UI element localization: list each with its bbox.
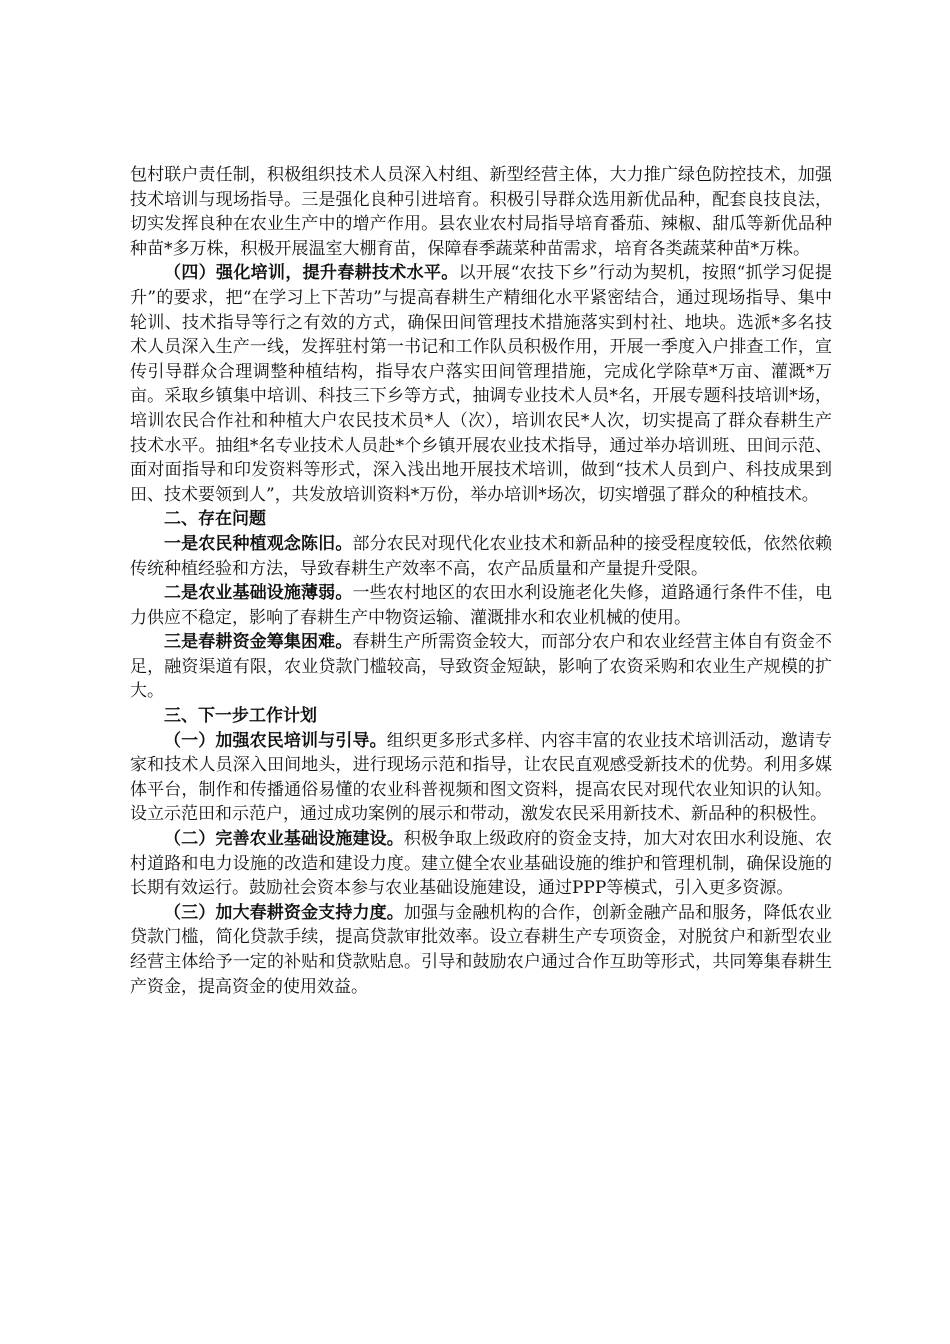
paragraph-plan-1 bbox=[130, 729, 832, 827]
paragraph-problem-3 bbox=[130, 630, 832, 704]
paragraph-lead: 二是农业基础设施薄弱。 bbox=[164, 583, 353, 604]
paragraph-text: 组织更多形式多样、内容丰富的农业技术培训活动，邀请专家和技术人员深入田间地头，进行现场示范和指导，让农民直观感受新技术的优势。利用多媒体平台，制作和传播通俗易懂的农业科普视频和图文资料，提高农民对现代农业知识的认知。设立示范田和示范户，通过成功案例的展示和带动，激发农民采用新技术、新品种的积极性。 bbox=[130, 730, 833, 825]
paragraph-lead: （三）加大春耕资金支持力度。 bbox=[164, 902, 404, 923]
paragraph-lead: 一是农民种植观念陈旧。 bbox=[164, 533, 353, 554]
paragraph-text: 以开展“农技下乡”行动为契机，按照“抓学习促提升”的要求，把“在学习上下苦功”与提高春耕生产精细化水平紧密结合，通过现场指导、集中轮训、技术指导等行之有效的方式，确保田间管理技术措施落实到村社、地块。选派*多名技术人员深入生产一线，发挥驻村第一书记和工作队员积极作用，开展一季度入户排查工作，宣传引导群众合理调整种植结构，指导农户落实田间管理措施，完成化学除草*万亩、灌溉*万亩。采取乡镇集中培训、科技三下乡等方式，抽调专业技术人员*名，开展专题科技培训*场，培训农民合作社和种植大户农民技术员*人（次），培训农民*人次，切实提高了群众春耕生产技术水平。抽组*名专业技术人员赴*个乡镇开展农业技术指导，通过举办培训班、田间示范、面对面指导和印发资料等形式，深入浅出地开展技术培训，做到“技术人员到户、科技成果到田、技术要领到人”，共发放培训资料*万份，举办培训*场次，切实增强了群众的种植技术。 bbox=[130, 263, 833, 505]
paragraph-problem-1 bbox=[130, 532, 832, 581]
paragraph-text: 包村联户责任制，积极组织技术人员深入村组、新型经营主体，大力推广绿色防控技术，加强技术培训与现场指导。三是强化良种引进培育。积极引导群众选用新优品种，配套良技良法，切实发挥良种在农业生产中的增产作用。县农业农村局指导培育番茄、辣椒、甜瓜等新优品种种苗*多万株，积极开展温室大棚育苗，保障春季蔬菜种苗需求，培育各类蔬菜种苗*万株。 bbox=[130, 165, 832, 259]
section-heading-plan: 三、下一步工作计划 bbox=[164, 706, 317, 727]
paragraph-text: 一些农村地区的农田水利设施老化失修，道路通行条件不佳，电力供应不稳定，影响了春耕生产中物资运输、灌溉排水和农业机械的使用。 bbox=[130, 583, 833, 628]
paragraph-lead: （四）强化培训，提升春耕技术水平。 bbox=[164, 263, 459, 284]
paragraph-text: 春耕生产所需资金较大，而部分农户和农业经营主体自有资金不足，融资渠道有限，农业贷款门槛较高，导致资金短缺，影响了农资采购和农业生产规模的扩大。 bbox=[130, 632, 833, 702]
paragraph-training bbox=[130, 261, 832, 507]
paragraph-text: 加强与金融机构的合作，创新金融产品和服务，降低农业贷款门槛，简化贷款手续，提高贷款审批效率。设立春耕生产专项资金，对脱贫户和新型农业经营主体给予一定的补贴和贷款贴息。引导和鼓励农户通过合作互助等形式，共同筹集春耕生产资金，提高资金的使用效益。 bbox=[130, 902, 833, 997]
paragraph-lead: 三是春耕资金筹集困难。 bbox=[164, 632, 353, 653]
paragraph-text: 积极争取上级政府的资金支持，加大对农田水利设施、农村道路和电力设施的改造和建设力度。建立健全农业基础设施的维护和管理机制，确保设施的长期有效运行。鼓励社会资本参与农业基础设施建设，通过PPP等模式，引入更多资源。 bbox=[130, 829, 833, 899]
paragraph-lead: （二）完善农业基础设施建设。 bbox=[164, 829, 404, 850]
paragraph-problem-2 bbox=[130, 581, 832, 630]
paragraph-seed-varieties bbox=[130, 163, 832, 261]
paragraph-plan-3 bbox=[130, 901, 832, 999]
paragraph-plan-2 bbox=[130, 827, 832, 901]
paragraph-text: 部分农民对现代化农业技术和新品种的接受程度较低，依然依赖传统种植经验和方法，导致春耕生产效率不高，农产品质量和产量提升受限。 bbox=[130, 533, 833, 579]
paragraph-lead: （一）加强农民培训与引导。 bbox=[164, 730, 387, 751]
document-page bbox=[130, 163, 832, 999]
section-heading-problems: 二、存在问题 bbox=[164, 509, 266, 530]
